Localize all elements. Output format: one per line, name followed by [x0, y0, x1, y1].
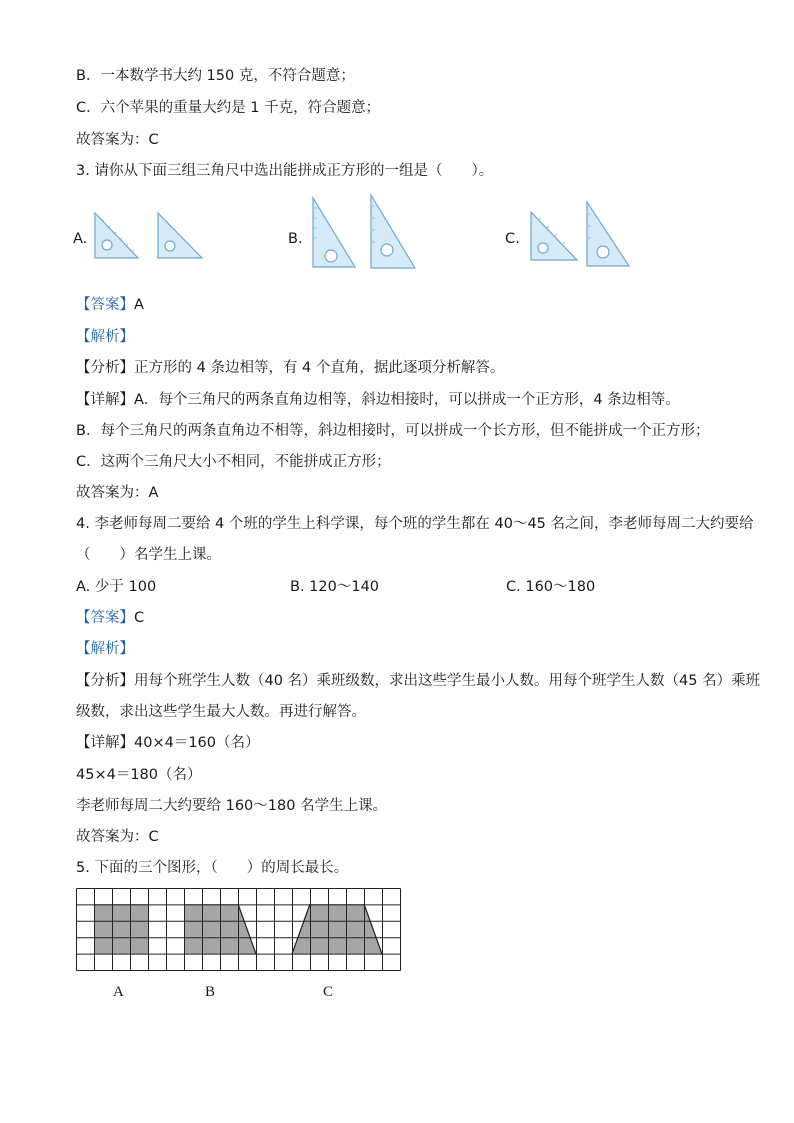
detail-3-b: B．每个三角尺的两条直角边不相等，斜边相接时，可以拼成一个长方形，但不能拼成一个正方形； [76, 423, 710, 439]
question-3: 3. 请你从下面三组三角尺中选出能拼成正方形的一组是（ ）。 [76, 163, 494, 179]
analysis-tag: 【分析】 [76, 673, 134, 689]
q5-grid-figure [76, 888, 402, 972]
q3-option-b-label: B. [288, 231, 303, 247]
q3-option-a-label: A. [73, 231, 88, 247]
detail-text: A．每个三角尺的两条直角边相等，斜边相接时，可以拼成一个正方形，4 条边相等。 [134, 392, 680, 408]
detail-3 [76, 390, 680, 410]
answer-tag: 【答案】 [76, 297, 134, 313]
analysis-4-line-1 [76, 671, 760, 691]
figure-label-c: C [323, 984, 334, 1000]
q3-option-c-rulers [525, 198, 635, 270]
final-answer-4: 故答案为：C [76, 829, 159, 845]
shape-c [292, 904, 382, 954]
detail-4 [76, 733, 260, 753]
answer-prev: 故答案为：C [76, 132, 159, 148]
calc-4: 45×4＝180（名） [76, 767, 202, 783]
q3-option-a-rulers [90, 208, 210, 264]
answer-3 [76, 295, 144, 315]
detail-tag: 【详解】 [76, 392, 134, 408]
q4-option-a: A. 少于 100 [76, 579, 157, 595]
question-4-line-2: （ ）名学生上课。 [76, 547, 221, 563]
analysis-header-3: 【解析】 [76, 329, 134, 345]
conclusion-4: 李老师每周二大约要给 160～180 名学生上课。 [76, 798, 388, 814]
analysis-header-4: 【解析】 [76, 641, 134, 657]
q4-option-c: C. 160～180 [506, 579, 596, 595]
analysis-3 [76, 358, 504, 378]
answer-tag: 【答案】 [76, 610, 134, 626]
shape-a [94, 904, 148, 954]
q3-option-c-label: C. [505, 231, 520, 247]
answer-4 [76, 608, 144, 628]
question-5: 5. 下面的三个图形，（ ）的周长最长。 [76, 860, 349, 876]
line-option-c-prev: C．六个苹果的重量大约是 1 千克，符合题意； [76, 100, 381, 116]
analysis-text: 用每个班学生人数（40 名）乘班级数，求出这些学生最小人数。用每个班学生人数（45 名）乘班 [134, 673, 761, 689]
figure-label-a: A [113, 984, 124, 1000]
analysis-4-line-2: 级数，求出这些学生最大人数。再进行解答。 [76, 704, 366, 720]
line-option-b-prev: B．一本数学书大约 150 克，不符合题意； [76, 68, 355, 84]
final-answer-3: 故答案为：A [76, 485, 159, 501]
figure-label-b: B [205, 984, 216, 1000]
answer-value: C [134, 610, 145, 626]
analysis-tag: 【分析】 [76, 360, 134, 376]
analysis-text: 正方形的 4 条边相等，有 4 个直角，据此逐项分析解答。 [134, 360, 505, 376]
detail-text: 40×4＝160（名） [134, 735, 260, 751]
triangle-ruler-icon [313, 195, 415, 268]
detail-tag: 【详解】 [76, 735, 134, 751]
question-4-line-1: 4. 李老师每周二要给 4 个班的学生上科学课，每个班的学生都在 40～45 名之间，李老师每周二大约要给 [76, 516, 754, 532]
triangle-ruler-icon [95, 213, 202, 258]
detail-3-c: C．这两个三角尺大小不相同，不能拼成正方形； [76, 454, 391, 470]
answer-value: A [134, 297, 144, 313]
q3-option-b-rulers [305, 192, 420, 272]
q4-option-b: B. 120～140 [290, 579, 380, 595]
triangle-ruler-icon [531, 202, 629, 266]
